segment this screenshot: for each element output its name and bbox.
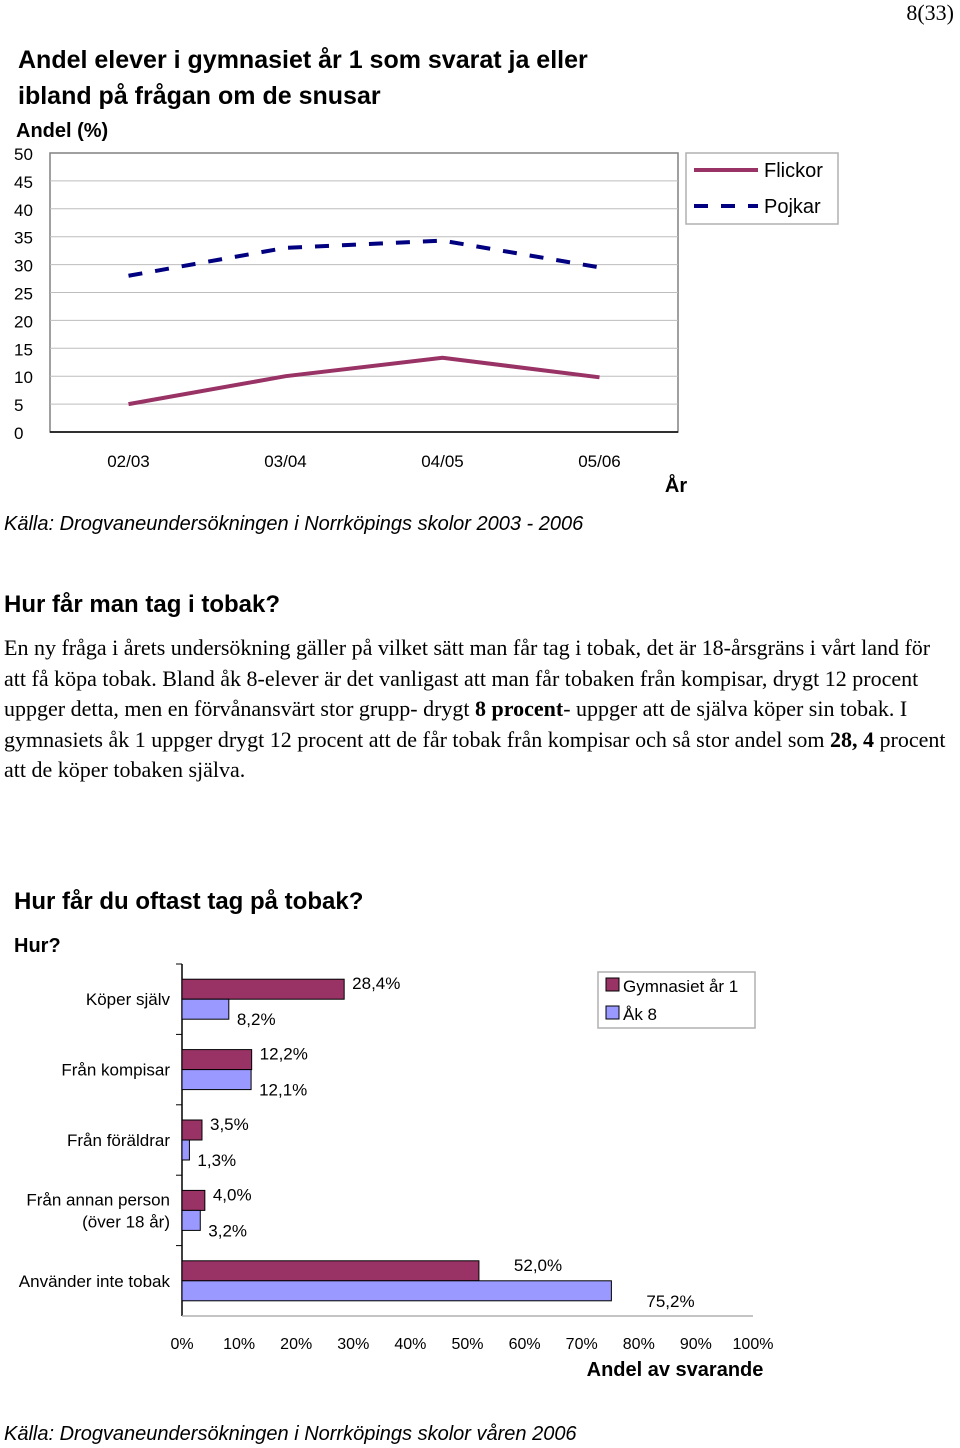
- y-tick-label: 0: [14, 424, 24, 443]
- page-number: 8(33): [906, 0, 954, 25]
- x-tick-label: 30%: [337, 1336, 370, 1353]
- line-chart-source: Källa: Drogvaneundersökningen i Norrköpings skolor 2003 - 2006: [4, 513, 584, 535]
- legend-swatch: [606, 978, 619, 991]
- data-label: 8,2%: [236, 1010, 276, 1030]
- y-tick-label: 25: [14, 284, 33, 304]
- x-axis-label: År: [664, 475, 688, 497]
- legend-label: Pojkar: [764, 196, 821, 218]
- y-tick-label: 50: [14, 145, 33, 164]
- x-tick-label: 10%: [223, 1336, 256, 1353]
- paragraph-bold-2: 28, 4: [830, 726, 874, 752]
- paragraph-text-2: - uppger att de själva köper sin tobak. I gymnasiets åk 1 uppger drygt 12 procent att de får tobak från kompisar och så stor andel som: [4, 696, 908, 752]
- section-heading: Hur får man tag i tobak?: [4, 591, 281, 618]
- y-tick-label: 40: [14, 200, 33, 220]
- bar-gymnasiet: [182, 1120, 202, 1140]
- y-tick-label: 20: [14, 312, 33, 332]
- y-tick-label: 10: [14, 368, 33, 388]
- x-tick-label: 60%: [508, 1336, 541, 1353]
- x-tick-label: 50%: [451, 1336, 484, 1353]
- y-axis-label: Hur?: [14, 935, 61, 957]
- bar-ak8: [182, 1070, 251, 1090]
- category-label: Från annan person: [26, 1190, 170, 1210]
- x-tick-label: 70%: [565, 1336, 598, 1353]
- bar-chart-title: Hur får du oftast tag på tobak?: [14, 888, 364, 915]
- x-tick-label: 02/03: [107, 452, 150, 471]
- x-tick-label: 03/04: [264, 452, 307, 471]
- data-label: 52,0%: [513, 1255, 563, 1275]
- y-tick-label: 15: [14, 340, 33, 360]
- bar-chart-source: Källa: Drogvaneundersökningen i Norrköpings skolor våren 2006: [4, 1423, 577, 1445]
- bar-ak8: [182, 1210, 200, 1230]
- data-label: 28,4%: [352, 974, 401, 994]
- bar-chart: [0, 930, 960, 1390]
- category-label: Från föräldrar: [67, 1131, 170, 1150]
- x-tick-label: 40%: [394, 1336, 427, 1353]
- category-label: Köper själv: [85, 990, 170, 1010]
- category-label: (över 18 år): [82, 1212, 170, 1232]
- bar-ak8: [182, 1281, 611, 1301]
- paragraph-bold-1: 8 procent: [475, 696, 564, 721]
- x-tick-label: 0%: [170, 1336, 194, 1353]
- data-label: 75,2%: [646, 1291, 695, 1311]
- line-chart: [0, 110, 960, 510]
- data-label: 3,2%: [208, 1221, 248, 1241]
- data-label: 4,0%: [212, 1185, 252, 1205]
- paragraph-text-3: procent att de köper tobaken själva.: [4, 726, 946, 782]
- category-label: Använder inte tobak: [18, 1271, 170, 1291]
- x-axis-label: Andel av svarande: [586, 1359, 764, 1381]
- bar-ak8: [182, 999, 229, 1019]
- legend-label: Gymnasiet år 1: [623, 977, 739, 996]
- y-tick-label: 5: [14, 396, 24, 416]
- y-tick-label: 35: [14, 228, 33, 248]
- y-tick-label: 45: [14, 172, 33, 192]
- bar-gymnasiet: [182, 979, 344, 999]
- x-tick-label: 100%: [732, 1336, 774, 1353]
- x-tick-label: 20%: [280, 1336, 313, 1353]
- data-label: 3,5%: [209, 1115, 249, 1134]
- x-tick-label: 04/05: [421, 452, 464, 471]
- data-label: 1,3%: [197, 1151, 237, 1170]
- legend-label: Flickor: [764, 160, 823, 182]
- y-tick-label: 30: [14, 256, 33, 276]
- category-label: Från kompisar: [61, 1060, 170, 1080]
- x-tick-label: 80%: [622, 1336, 655, 1353]
- paragraph-text-1: En ny fråga i årets undersökning gäller på vilket sätt man får tag i tobak, det är 18-årsgräns i vårt land för att få köpa tobak. Bland åk 8-elever är det vanligast att man får tobaken från kompisar, drygt 12 procent uppger detta, men en förvånansvärt stor grupp- drygt: [4, 635, 931, 721]
- body-paragraph: [4, 633, 954, 786]
- y-axis-label: Andel (%): [16, 120, 109, 142]
- line-chart-title: Andel elever i gymnasiet år 1 som svarat ja eller ibland på frågan om de snusar: [18, 46, 588, 110]
- legend-label: Åk 8: [623, 1005, 658, 1024]
- x-tick-label: 05/06: [578, 452, 621, 471]
- bar-gymnasiet: [182, 1190, 205, 1210]
- x-tick-label: 90%: [679, 1336, 712, 1353]
- bar-gymnasiet: [182, 1050, 252, 1070]
- data-label: 12,1%: [259, 1080, 308, 1100]
- bar-gymnasiet: [182, 1261, 479, 1281]
- bar-ak8: [182, 1140, 189, 1160]
- data-label: 12,2%: [259, 1044, 308, 1064]
- legend-swatch: [606, 1006, 619, 1019]
